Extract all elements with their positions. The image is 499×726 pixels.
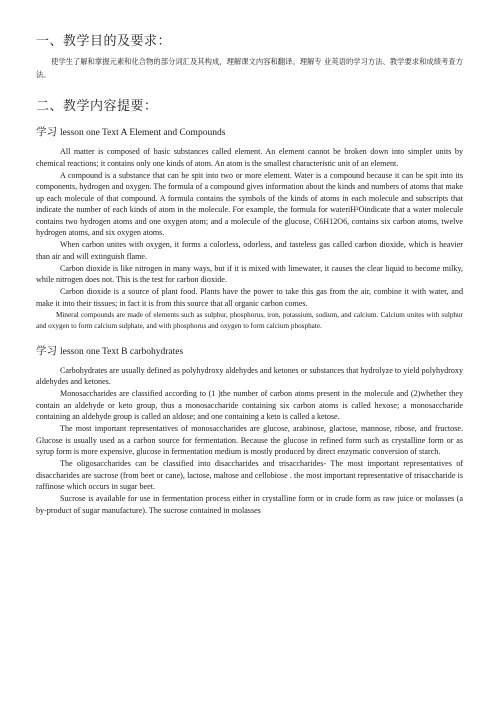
lesson-b-prefix: 学习: [36, 344, 57, 357]
lesson-a-body: [36, 146, 463, 333]
lesson-a-paragraph: Mineral compounds are made of elements such as sulphur, phosphorus, iron, potassium, sodium, and calcium. Calcium unites with sulphur and oxygen to form calcium sulphate, and with phosphorus and oxygen to form calcium phosphate.: [36, 310, 463, 331]
lesson-b-paragraph: Carbohydrates are usually defined as polyhydroxy aldehydes and ketones or substances that hydrolyze to yield polyhydroxy aldehydes and ketones.: [36, 365, 463, 387]
lesson-a-title: lesson one Text A Element and Compounds: [60, 128, 226, 138]
lesson-b-paragraph: The most important representatives of monosaccharides are glucose, arabinose, glactose, mannose, ribose, and fructose. Glucose is usually used as a carbon source for fermentation. Because the glucose in refined form such as crystalline form or as syrup form is more expensive, glucose in fermentation medium is mostly produced by direct enzymatic conversion of starch.: [36, 424, 463, 457]
content-heading: 二、教学内容提要：: [36, 99, 158, 114]
lesson-a-paragraph: Carbon dioxide is like nitrogen in many ways, but if it is mixed with limewater, it causes the clear liquid to become milky, while nitrogen does not. This is the test for carbon dioxide.: [36, 263, 463, 284]
lesson-a-heading: [36, 126, 463, 139]
lesson-a-paragraph: All matter is composed of basic substances called element. An element cannot be broken down into simpler units by chemical reactions; it contains only one kinds of atom. An atom is the smallest characteristic unit of an element.: [36, 147, 463, 168]
lesson-a-paragraph: Carbon dioxide is a source of plant food. Plants have the power to take this gas from the air, combine it with water, and make it into their tissues; in fact it is from this source that all organic carbon comes.: [36, 287, 463, 308]
lesson-a-prefix: 学习: [36, 126, 57, 138]
lesson-b-body: [36, 365, 463, 517]
lesson-b-paragraph: The oligosaccharides can be classified into disaccharides and trisaccharides- The most important representatives of disaccharides are sucrose (from beet or cane), lactose, maltose and cellobiose . the most important representative of trisaccharide is raffinose which occurs in sugar beet.: [36, 459, 463, 492]
objectives-text: 使学生了解和掌握元素和化合物的部分词汇及其构成，理解课文内容和翻译。理解专 业英语的学习方法、教学要求和成绩考查方法。: [36, 57, 463, 79]
lesson-b-heading: [36, 345, 463, 358]
lesson-b-title: lesson one Text B carbohydrates: [60, 346, 184, 357]
lesson-a-paragraph: When carbon unites with oxygen, it forms a colorless, odorless, and tasteless gas called carbon dioxide, which is heavier than air and will extinguish flame.: [36, 240, 463, 261]
lesson-b-paragraph: Monosaccharides are classified according to (1 )the number of carbon atoms present in the molecule and (2)whether they contain an aldehyde or keto group, thus a monosaccharide containing six carbon atoms is called hexose; a monosaccharide containing an aldehyde group is called an aldose; and one containing a keto is called a ketose.: [36, 389, 463, 422]
objectives-heading: 一、教学目的及要求：: [36, 34, 172, 49]
lesson-b-paragraph: Sucrose is available for use in fermentation process either in crystalline form or in crude form as raw juice or molasses (a by-product of sugar manufacture). The sucrose contained in molasses: [36, 494, 463, 515]
lesson-a-paragraph: A compound is a substance that can be spit into two or more element. Water is a compound because it can be spit into its components, hydrogen and oxygen. The formula of a compound gives information about the kinds and numbers of atoms that make up each molecule of that compound. A formula contains the symbols of the kinds of atoms in each molecule and subscripts that indicate the number of each kinds of atom in the molecule. For example, the formula for wateriH²Oindicate that a water molecule contains two hydrogen atoms and one oxygen atom; and a molecule of the glucose, C6H12O6, contains six carbon atoms, twelve hydrogen atoms, and six oxygen atoms.: [36, 170, 463, 237]
